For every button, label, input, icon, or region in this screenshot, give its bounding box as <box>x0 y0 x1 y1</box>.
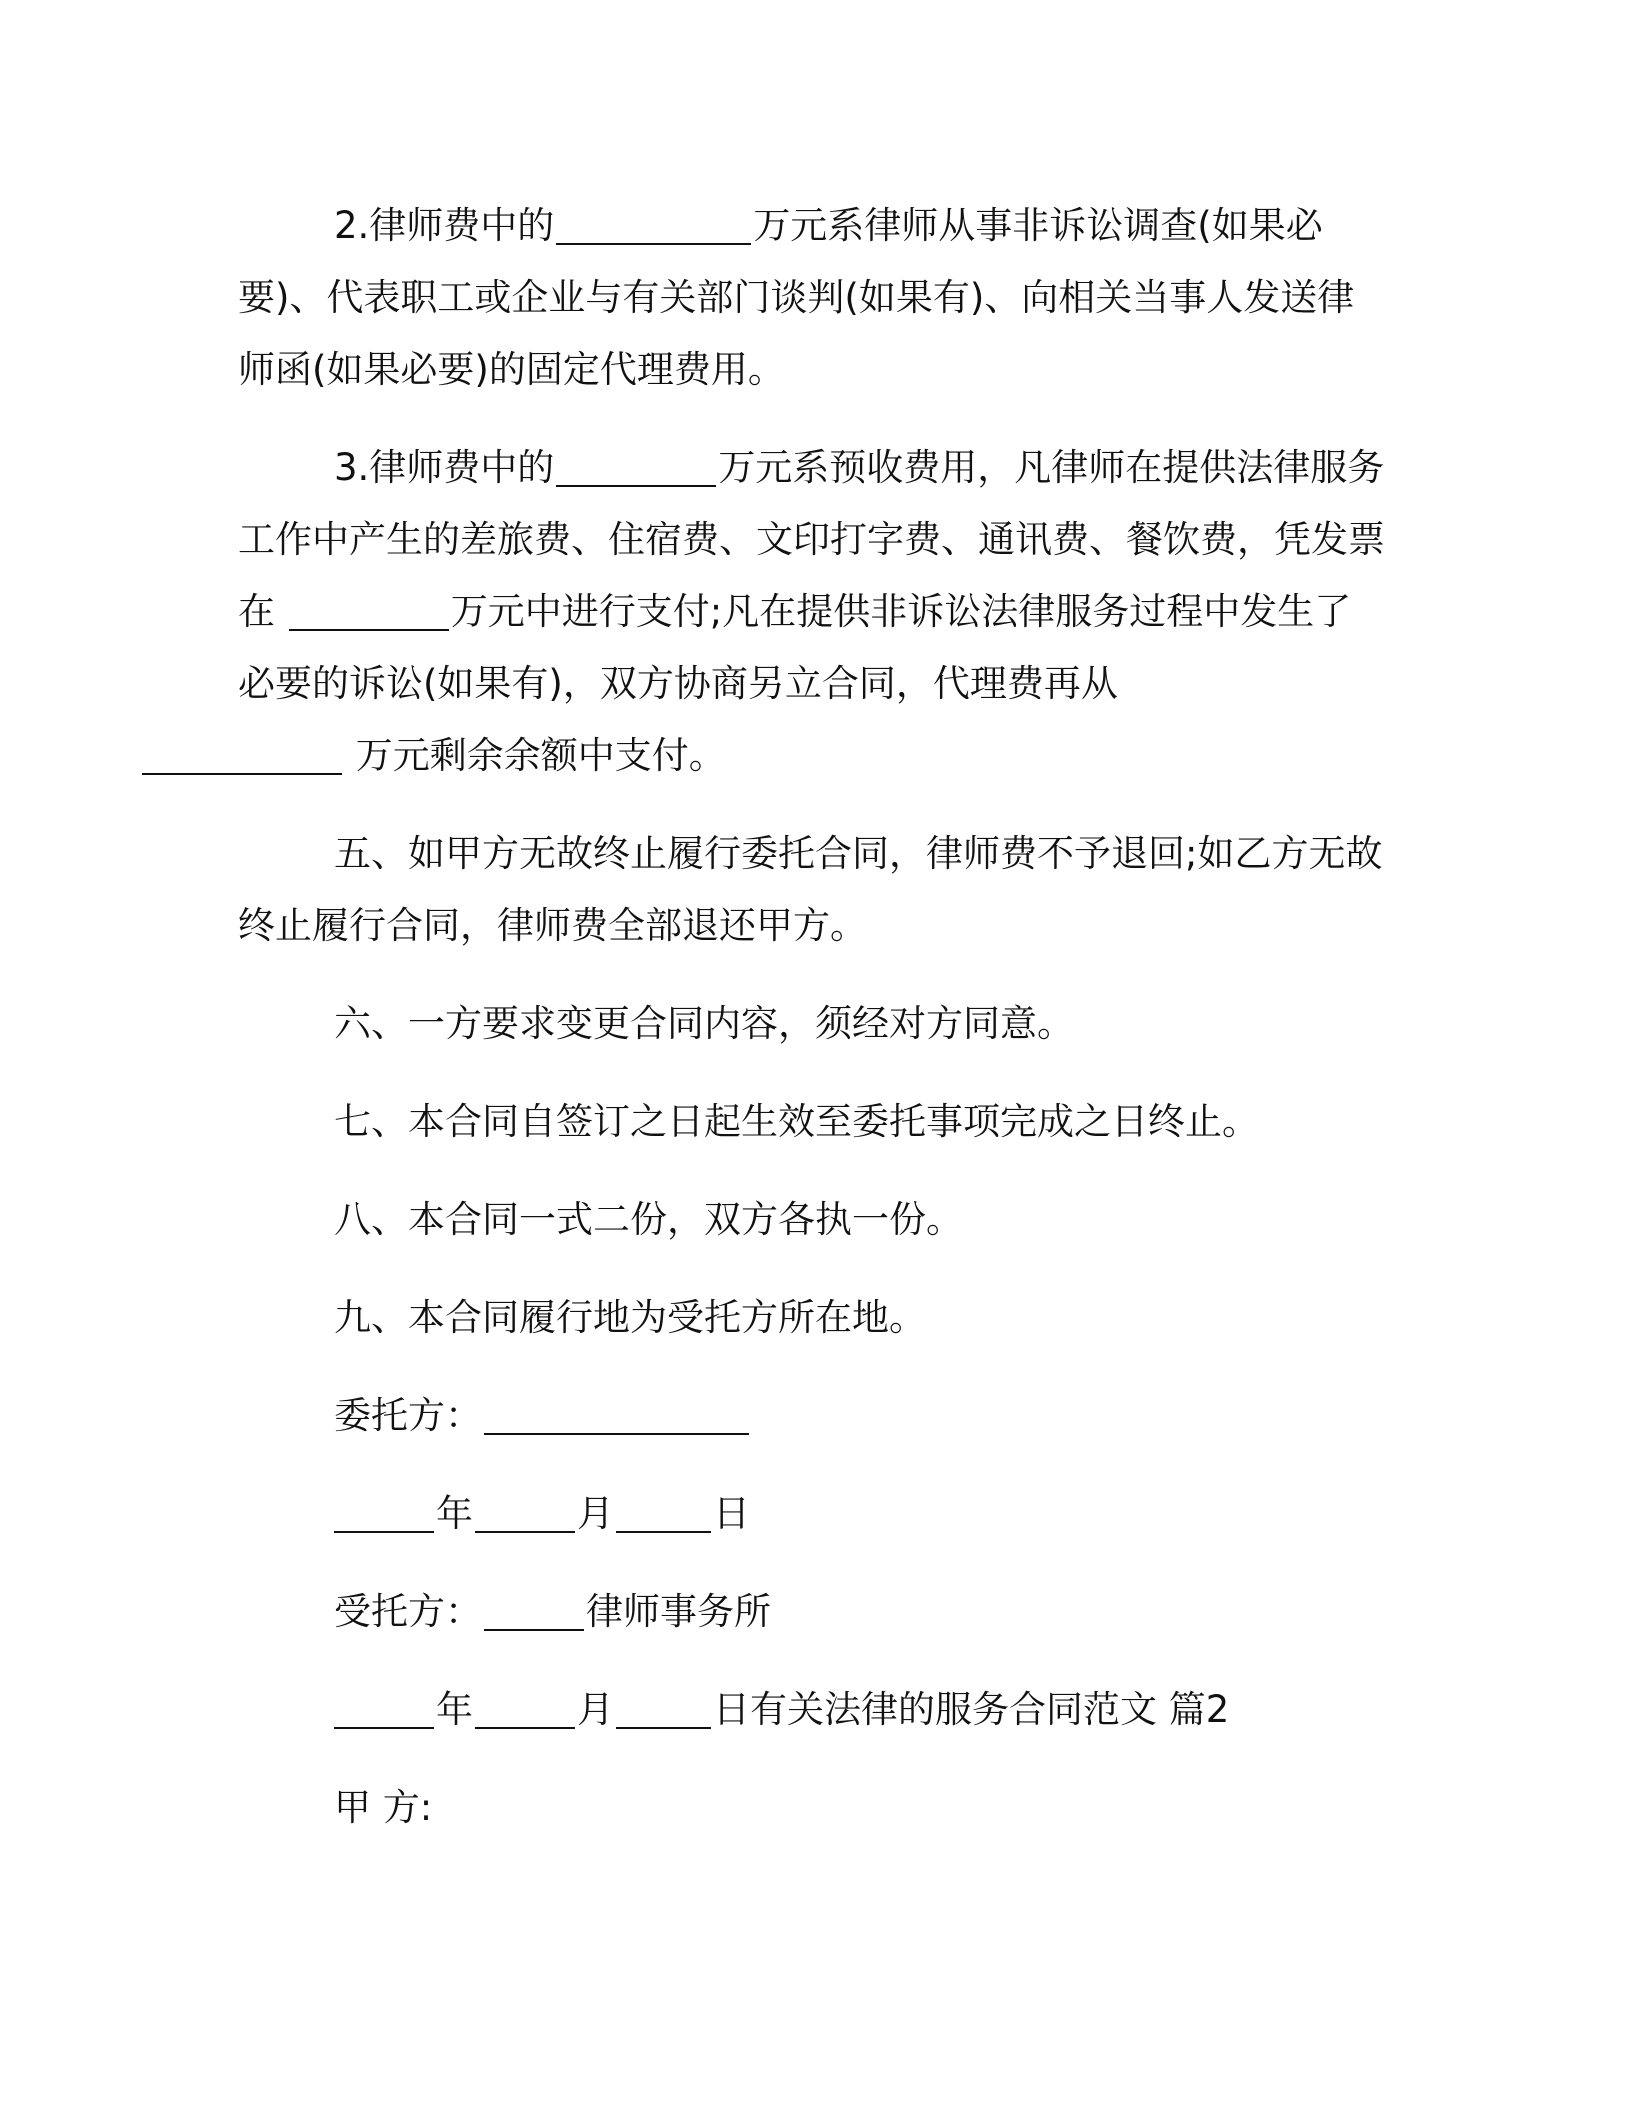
clause-5: 五、如甲方无故终止履行委托合同，律师费不予退回;如乙方无故终止履行合同，律师费全部退还甲方。 <box>238 832 1383 947</box>
clause-7: 七、本合同自签订之日起生效至委托事项完成之日终止。 <box>334 1100 1259 1143</box>
fill-blank <box>556 446 716 487</box>
month-label: 月 <box>577 1492 614 1535</box>
clause-8: 八、本合同一式二份，双方各执一份。 <box>334 1198 963 1241</box>
fill-blank <box>556 204 751 245</box>
agent-label: 受托方： <box>334 1590 482 1633</box>
document-body <box>238 190 1388 1844</box>
agent-signature-line <box>238 1576 1388 1648</box>
clause-3-text-3: 万元剩余余额中支付。 <box>355 734 726 777</box>
day-blank <box>616 1688 711 1729</box>
clause-9: 九、本合同履行地为受托方所在地。 <box>334 1296 926 1339</box>
clause-3-text-1: 万元系预收费用，凡律师在提供法律服务工作中产生的差旅费、住宿费、文印打字费、通讯费、餐饮费，凭发票在 <box>238 446 1385 633</box>
day-label: 日 <box>713 1492 750 1535</box>
fill-blank <box>484 1394 749 1435</box>
fill-blank <box>142 734 342 775</box>
fill-blank <box>289 590 449 631</box>
party-a-line <box>238 1772 1388 1844</box>
month-label: 月 <box>577 1688 614 1731</box>
agent-suffix: 律师事务所 <box>586 1590 771 1633</box>
year-label: 年 <box>436 1688 473 1731</box>
month-blank <box>475 1492 575 1533</box>
party-a-label: 甲 方: <box>334 1786 433 1829</box>
clause-6: 六、一方要求变更合同内容，须经对方同意。 <box>334 1002 1074 1045</box>
year-label: 年 <box>436 1492 473 1535</box>
month-blank <box>475 1688 575 1729</box>
year-blank <box>334 1492 434 1533</box>
clause-2-text: 万元系律师从事非诉讼调查(如果必要)、代表职工或企业与有关部门谈判(如果有)、向相关当事人发送律师函(如果必要)的固定代理费用。 <box>238 204 1355 391</box>
section-title: 日有关法律的服务合同范文 篇2 <box>713 1688 1230 1731</box>
clause-2-lead: 2.律师费中的 <box>334 204 555 247</box>
principal-signature-line <box>238 1380 1388 1452</box>
principal-label: 委托方： <box>334 1394 482 1437</box>
clause-3-lead: 3.律师费中的 <box>334 446 555 489</box>
clause-2 <box>238 190 1388 406</box>
clause-3-text-2: 万元中进行支付;凡在提供非诉讼法律服务过程中发生了必要的诉讼(如果有)，双方协商另立合同，代理费再从 <box>238 590 1352 705</box>
day-blank <box>616 1492 711 1533</box>
fill-blank <box>484 1590 584 1631</box>
year-blank <box>334 1688 434 1729</box>
clause-3 <box>238 432 1388 792</box>
date-line-1 <box>238 1478 1388 1550</box>
date-line-2 <box>238 1674 1388 1746</box>
